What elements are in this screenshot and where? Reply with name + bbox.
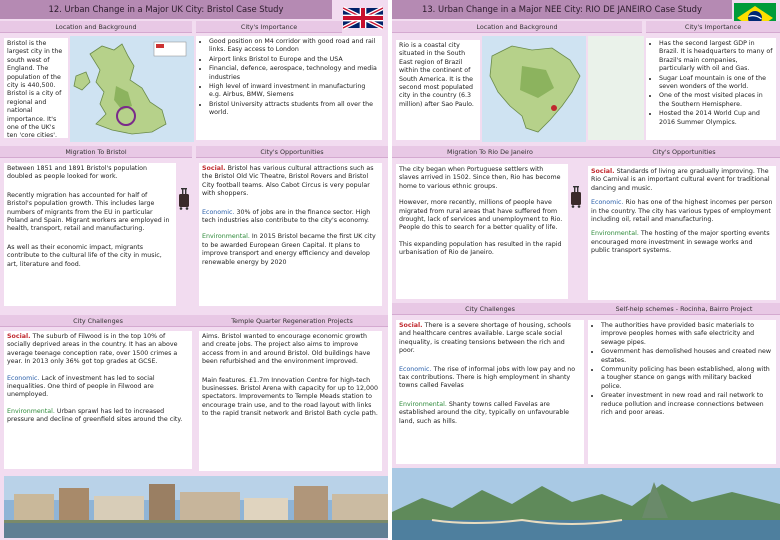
rio-sugarloaf-photo: [392, 468, 780, 540]
social-label: Social.: [202, 165, 226, 172]
rio-chal-social: There is a severe shortage of housing, schools and healthcare centres available. Large scale social inequality, is creating tensions between the rich and poor.: [399, 322, 571, 355]
rio-challenges-box: [396, 320, 584, 464]
rio-panel: [392, 0, 780, 540]
bristol-location-heading: Location and Background: [0, 21, 192, 33]
environmental-label: Environmental.: [7, 407, 55, 415]
uk-flag-icon: [343, 3, 383, 33]
rio-selfhelp-box: [588, 320, 776, 464]
rio-title: 13. Urban Change in a Major NEE City: RIO DE JANEIRO Case Study: [392, 0, 732, 19]
economic-label: Economic.: [7, 374, 40, 382]
bristol-importance-item: • Good position on M4 corridor with good road and rail links. Easy access to London: [209, 38, 379, 55]
rio-aerial-photo-placeholder: [588, 36, 644, 140]
rio-migration-para: However, more recently, millions of people have migrated from rural areas that have suffered from drought, lack of services and unemployment to Rio. People do this to search for a better quality of life.: [399, 199, 563, 232]
bristol-challenges-heading: City Challenges: [0, 315, 196, 327]
luggage-icon: [178, 188, 190, 210]
temple-quarter-heading: Temple Quarter Regeneration Projects: [196, 315, 388, 327]
rio-opportunities-heading: City's Opportunities: [588, 146, 780, 158]
rio-opp-environmental: The hosting of the major sporting events encouraged more investment in sewage works and public transport systems.: [591, 230, 770, 255]
environmental-label: Environmental.: [202, 233, 250, 241]
bristol-migration-para: Between 1851 and 1891 Bristol's population doubled as people looked for work.: [7, 165, 147, 181]
economic-label: Economic.: [591, 199, 624, 207]
bristol-opportunities-heading: City's Opportunities: [196, 146, 388, 158]
bristol-opportunities-box: [199, 163, 382, 306]
bristol-opp-environmental: In 2015 Bristol became the first UK city to be awarded European Green Capital. It plans to improve transport and energy efficiency and develop renewable energy by 2020: [202, 233, 376, 266]
bristol-opp-economic: 30% of jobs are in the finance sector. High tech industries also contribute to the city's economy.: [202, 208, 371, 225]
social-label: Social.: [399, 322, 423, 329]
brazil-map: [482, 36, 586, 142]
bristol-chal-environmental: Urban sprawl has led to increased pressure and decline of greenfield sites around the city.: [7, 407, 183, 424]
temple-features: Main features. £1.7m Innovation Centre for high-tech businesses. Bristol Arena with capacity for up to 12,000 spectators. Improvements to Temple Meads station to encourage train use, and to the road layout with links to the rapid transit network and Bristol Bath cycle path.: [202, 376, 379, 418]
bristol-chal-social: The suburb of Filwood is in the top 10% of socially deprived areas in the country. It has an above average teenage conception rate, over 1500 crimes a year. In 2013 only 36% got top grades at GCSE.: [7, 333, 178, 366]
rio-selfhelp-item: • Greater investment in new road and rail network to reduce pollution and increase connections between rich and poor areas.: [601, 392, 773, 417]
bristol-importance-item: • High level of inward investment in manufacturing e.g. Airbus, BMW, Siemens: [209, 83, 379, 100]
rio-migration-para: This expanding population has resulted in the rapid urbanisation of Rio de Janeiro.: [399, 240, 562, 257]
rio-migration-para: The city began when Portuguese settlers with slaves arrived in 1502. Since then, Rio has become home to various ethnic groups.: [399, 166, 561, 190]
bristol-migration-para: As well as their economic impact, migrants contribute to the cultural life of the city in music, art, literature and food.: [7, 243, 162, 268]
bristol-location-text: Bristol is the largest city in the south west of England. The population of the city is 440,500. Bristol is a city of regional and national importance. It's one of the UK's ten 'core cities'.: [4, 38, 68, 138]
bristol-migration-para: Recently migration has accounted for half of Bristol's population growth. This includes large numbers of migrants from the EU in particular Poland and Spain. Migrant workers are employed in health, transport, retail and manufacturing.: [7, 191, 170, 233]
rio-opp-social: Standards of living are gradually improving. The Rio Carnival is an important cultural event for traditional dancing and music.: [591, 168, 770, 192]
rio-migration-heading: Migration To Rio De Janeiro: [392, 146, 588, 158]
temple-quarter-box: [199, 331, 382, 471]
social-label: Social.: [7, 333, 31, 340]
rio-migration-box: [396, 164, 568, 299]
bristol-importance-box: [196, 36, 382, 140]
rio-importance-item: • Has the second largest GDP in Brazil. It is headquarters to many of Brazil's main companies, particularly with oil and Gas.: [659, 40, 773, 74]
rio-location-heading: Location and Background: [392, 21, 642, 33]
economic-label: Economic.: [202, 208, 235, 216]
bristol-waterfront-photo: [4, 476, 388, 538]
bristol-importance-item: • Bristol University attracts students from all over the world.: [209, 101, 379, 118]
bristol-opp-social: Bristol has various cultural attractions such as the Bristol Old Vic Theatre, Bristol Rovers and Bristol City football teams. Also Cabot Circus is very popular with shoppers.: [202, 165, 374, 198]
rio-opportunities-box: [588, 166, 776, 300]
bristol-panel: [0, 0, 388, 540]
environmental-label: Environmental.: [399, 400, 447, 408]
rio-selfhelp-item: • Government has demolished houses and created new estates.: [601, 348, 773, 365]
bristol-title: 12. Urban Change in a Major UK City: Bristol Case Study: [0, 0, 332, 19]
bristol-importance-item: • Airport links Bristol to Europe and the USA: [209, 56, 379, 64]
rio-location-text: Rio is a coastal city situated in the South East region of Brazil within the continent of South America. It is the second most populated city in the country (6.3 million) after Sao Paulo.: [396, 40, 480, 140]
environmental-label: Environmental.: [591, 230, 639, 238]
rio-challenges-heading: City Challenges: [392, 303, 588, 315]
temple-aims: Aims. Bristol wanted to encourage economic growth and create jobs. The project also aims to improve access from in and around Bristol. Old buildings have been refurbished and the environment improved.: [202, 333, 371, 366]
bristol-importance-item: • Financial, defence, aerospace, technology and media industries: [209, 65, 379, 82]
rio-selfhelp-heading: Self-help schemes - Rocinha, Bairro Project: [588, 303, 780, 315]
rio-importance-box: [646, 38, 776, 140]
rio-importance-item: • Hosted the 2014 World Cup and 2016 Summer Olympics.: [659, 110, 773, 127]
rio-importance-item: • One of the most visited places in the Southern Hemisphere.: [659, 92, 773, 109]
bristol-migration-box: [4, 163, 176, 306]
rio-opp-economic: Rio has one of the highest incomes per person in the country. The city has various types of employment including oil, retail and manufacturing.: [591, 199, 773, 224]
bristol-migration-heading: Migration To Bristol: [0, 146, 192, 158]
bristol-challenges-box: [4, 331, 192, 469]
rio-selfhelp-item: • The authorities have provided basic materials to improve peoples homes with safe electricity and sewage pipes.: [601, 322, 773, 347]
rio-selfhelp-item: • Community policing has been established, along with a tougher stance on gangs with military backed police.: [601, 366, 773, 391]
rio-chal-environmental: Shanty towns called Favelas are established around the city, typically on unfavourable land, such as hills.: [399, 400, 570, 425]
rio-importance-heading: City's Importance: [646, 21, 780, 33]
bristol-chal-economic: Lack of investment has led to social inequalities. One third of people in Filwood are unemployed.: [7, 374, 155, 399]
rio-chal-economic: The rise of informal jobs with low pay and no tax contributions. There is high employment in shanty towns called Favelas: [399, 365, 576, 390]
economic-label: Economic.: [399, 365, 432, 373]
luggage-icon: [570, 186, 582, 208]
rio-importance-item: • Sugar Loaf mountain is one of the seven wonders of the world.: [659, 75, 773, 92]
social-label: Social.: [591, 168, 615, 175]
bristol-importance-heading: City's Importance: [196, 21, 342, 33]
uk-map: [70, 36, 194, 142]
